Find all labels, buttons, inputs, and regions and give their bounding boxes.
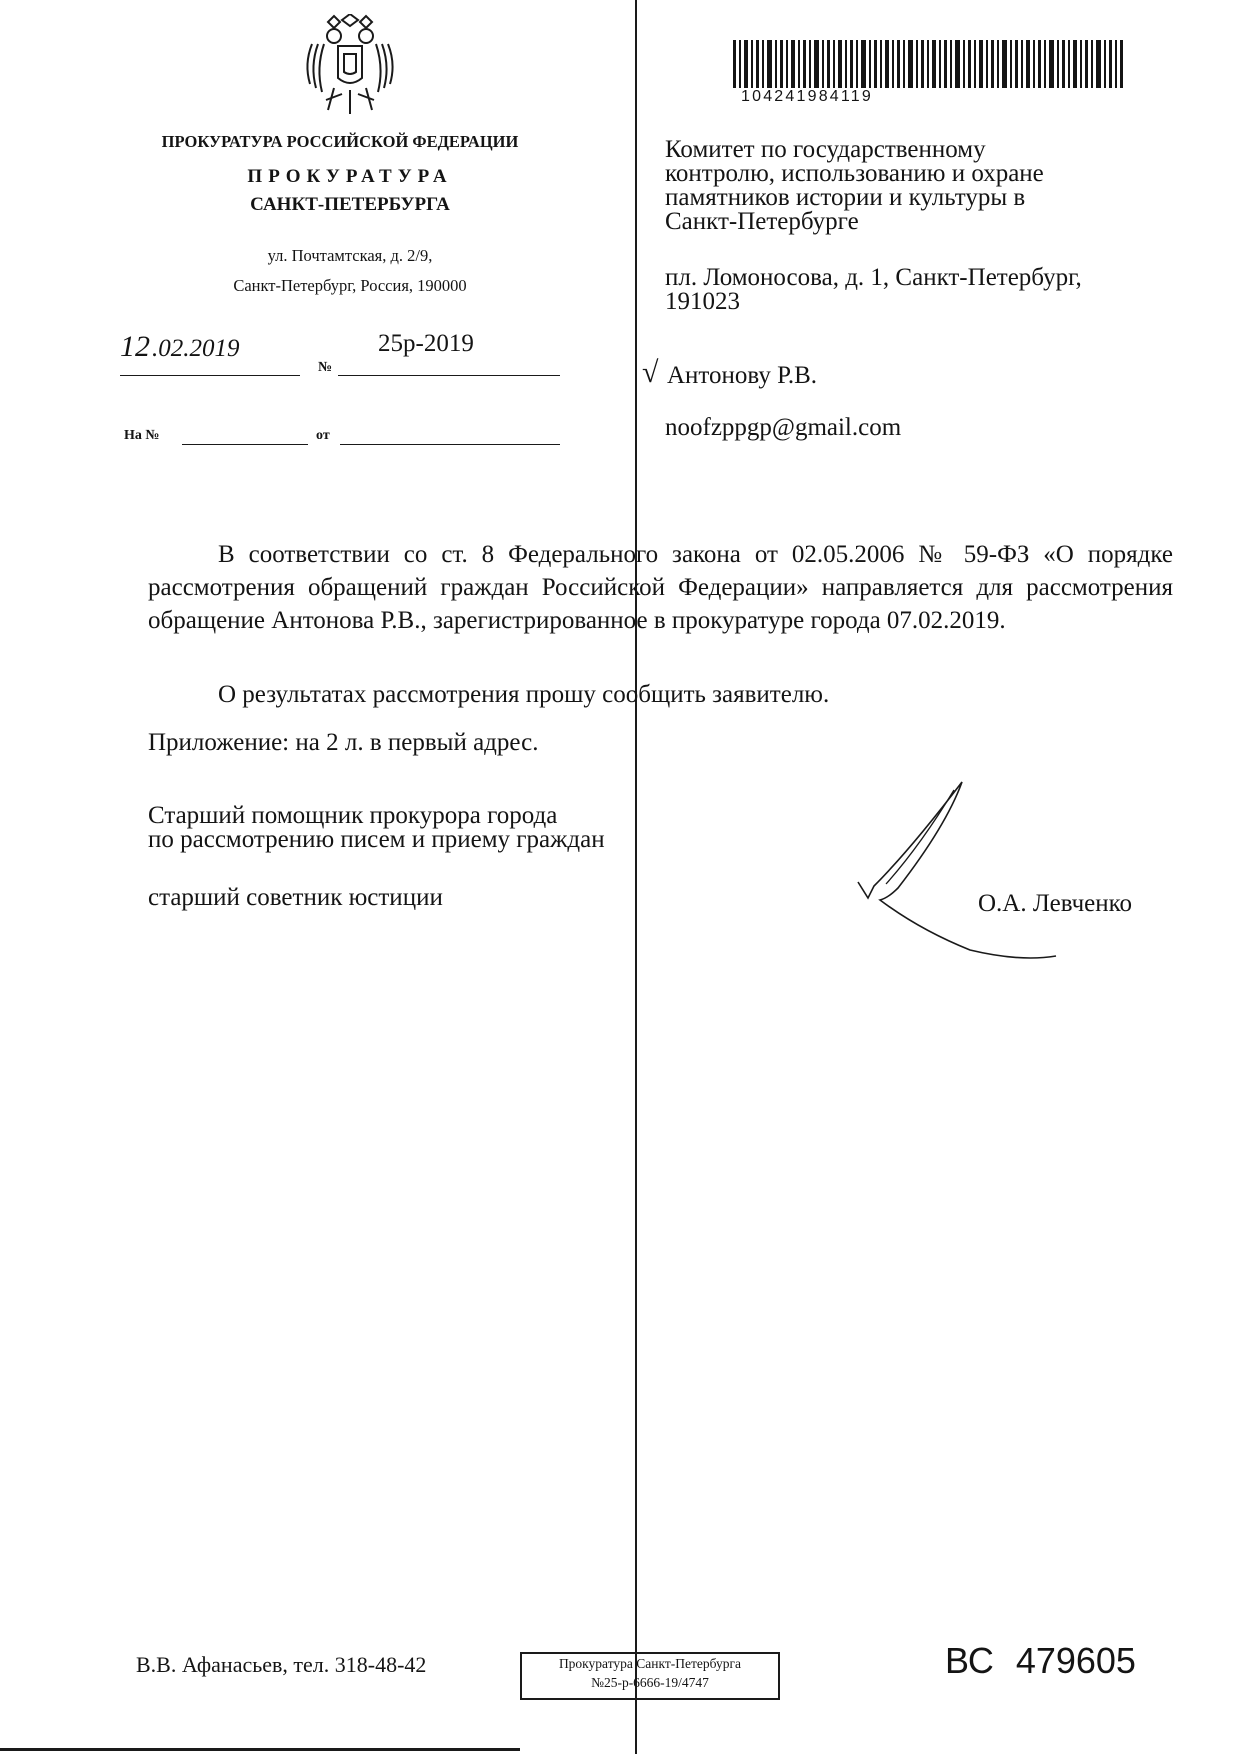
sender-address-street: ул. Почтамтская, д. 2/9,	[267, 246, 433, 265]
sender-org-parent: ПРОКУРАТУРА РОССИЙСКОЙ ФЕДЕРАЦИИ	[161, 132, 519, 151]
signer-position-line: по рассмотрению писем и приему граждан	[148, 826, 605, 853]
sender-address-city: Санкт-Петербург, Россия, 190000	[233, 276, 467, 295]
recipient-org-line: Санкт-Петербурге	[665, 208, 859, 235]
registration-date-printed: .02.2019	[152, 335, 240, 362]
recipient-address-line: 191023	[665, 288, 740, 315]
recipient-org-line: памятников истории и культуры в	[665, 184, 1026, 211]
executor-contact: В.В. Афанасьев, тел. 318-48-42	[136, 1652, 427, 1677]
signer-name: О.А. Левченко	[978, 890, 1133, 917]
handwritten-day: 12	[120, 330, 150, 363]
number-underline	[338, 375, 560, 376]
signer-position-line: Старший помощник прокурора города	[148, 802, 558, 829]
handwritten-signature	[850, 780, 1150, 960]
reply-from-label: от	[316, 428, 330, 443]
registration-stamp	[520, 1652, 780, 1700]
recipient-organization	[665, 138, 1185, 234]
checkmark-icon: √	[642, 356, 659, 389]
registration-date	[120, 330, 240, 364]
addressee-name: Антонову Р.В.	[667, 362, 818, 389]
number-label: №	[318, 360, 333, 375]
form-serial-number	[945, 1640, 1136, 1682]
recipient-org-line: контролю, использованию и охране	[665, 160, 1044, 187]
recipient-address	[665, 266, 1185, 314]
recipient-email: noofzppgp@gmail.com	[665, 414, 902, 441]
scan-fold-line	[635, 0, 637, 1754]
sender-org-name: ПРОКУРАТУРА	[247, 166, 453, 187]
recipient-address-line: пл. Ломоносова, д. 1, Санкт-Петербург,	[665, 264, 1082, 291]
sender-org-city: САНКТ-ПЕТЕРБУРГА	[250, 194, 450, 215]
signer-position	[148, 804, 605, 852]
coat-of-arms-emblem-icon	[298, 14, 402, 118]
bottom-edge-rule	[0, 1748, 520, 1751]
signer-rank: старший советник юстиции	[148, 884, 443, 911]
body-paragraph-request: О результатах рассмотрения прошу сообщить заявителю.	[218, 681, 830, 708]
reply-number-underline	[182, 444, 308, 445]
attachment-note: Приложение: на 2 л. в первый адрес.	[148, 729, 539, 756]
reply-date-underline	[340, 444, 560, 445]
barcode-number: 104241984119	[733, 88, 1131, 108]
stamp-line: Прокуратура Санкт-Петербурга	[558, 1656, 742, 1671]
body-paragraph-main: В соответствии со ст. 8 Федерального закона от 02.05.2006 № 59-ФЗ «О порядке рассмотрения обращений граждан Российской Федерации» направляется для рассмотрения обращение Антонова Р.В., зарегистрированное в прокуратуре города 07.02.2019.	[148, 541, 1173, 634]
recipient-org-line: Комитет по государственному	[665, 136, 986, 163]
serial-digits: 479605	[1015, 1640, 1136, 1681]
stamp-line: №25-р-6666-19/4747	[591, 1675, 709, 1690]
serial-series: ВС	[945, 1640, 994, 1681]
registration-number: 25р-2019	[378, 330, 474, 357]
reply-to-label: На №	[124, 428, 160, 443]
date-underline	[120, 375, 300, 376]
